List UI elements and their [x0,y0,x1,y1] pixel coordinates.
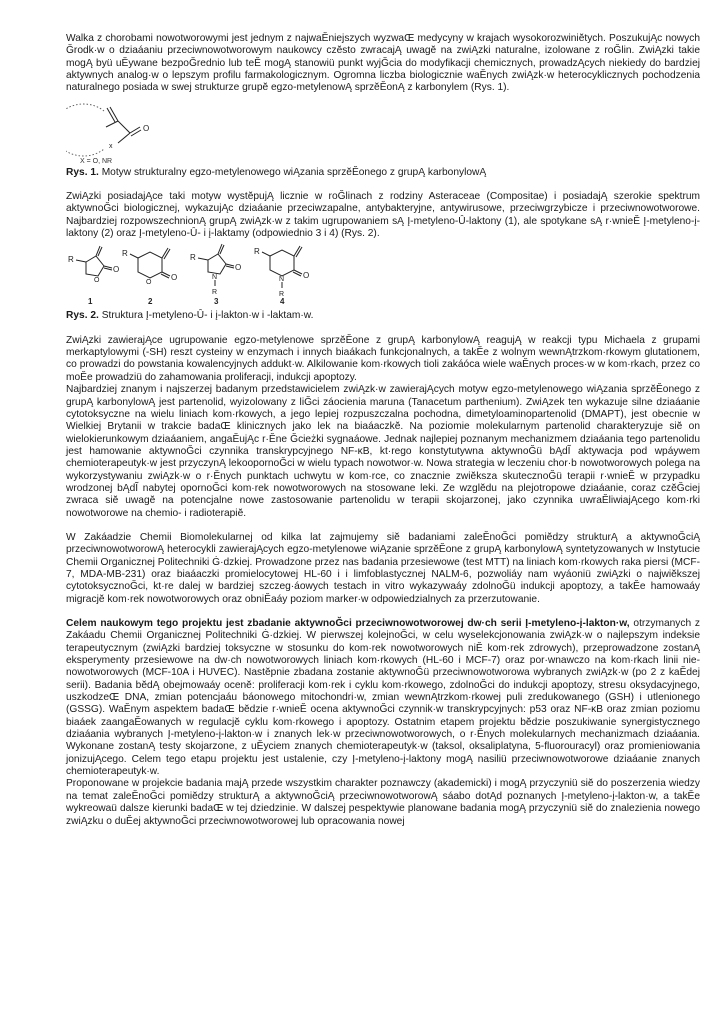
co-bond [130,127,140,133]
figure-2-caption-label: Rys. 2. [66,310,99,322]
document-page [66,33,700,828]
structure-number-4: 4 [280,297,285,307]
outlook-paragraph: Proponowane w projekcie badania majĄ przede wszystkim charakter poznawczy (akademicki) i mogĄ przyczyniü siĕ do poszerzenia wiedzy na temat zaleĔnoĞci pomiĕdzy strukturĄ a aktywnoĞciĄ przeciwnowotworowĄ sáabo dotĄd poznanych Į-metyleno-į-lakton·w, a takĔe wykreowaü dalsze kierunki badaŒ w tej dziedzinie. W dalszej pespektywie planowane badania mogĄ przyczyniü siĕ do znalezienia nowego zwiĄzku o duĔej aktywnoĞci przeciwnowotworowej lub opracowania nowej [66,778,700,827]
carbonyl-bond [118,121,130,133]
svg-text:R: R [68,255,74,265]
figure-1-caption [66,167,700,179]
structure-1 [68,246,119,306]
svg-text:N: N [212,274,218,282]
svg-text:R: R [279,291,285,299]
aim-bold-lead: Celem naukowym tego projektu jest zbadanie aktywnoĞci przeciwnowotworowej dw·ch serii Į-metyleno-į-lakton·w, [66,618,630,629]
structure-number-1: 1 [88,297,93,307]
intro-paragraph: Walka z chorobami nowotworowymi jest jednym z najwaĔniejszych wyzwaŒ medycyny w krajach wysokorozwiniĕtych. PoszukujĄc nowych Ğrodk·w o dziaáaniu przeciwnowotworowym naukowcy czĕsto zwracajĄ uwagĕ na zwiĄzki naturalne, izolowane z roĞlin. ZwiĄzki takie mogĄ byü uĔywane bezpoĞrednio lub teĔ mogĄ stanowiü punkt wyjĞcia do modyfikacji chemicznych, prowadzĄcych niekiedy do bardziej aktywnych analog·w o lepszym profilu farmakologicznym. Ogromna liczba biologicznie waĔnych zwiĄzk·w heterocyklicznych pochodzenia naturalnego posiada w swej strukturze grupĕ egzo-metylenowĄ sprzĕĔonĄ z karbonylem (Rys. 1). [66,33,700,94]
svg-text:N: N [279,276,285,284]
figure-2 [66,242,700,308]
co-bond-double [131,130,141,136]
cx-bond [118,133,130,143]
dotted-ring [66,104,104,156]
svg-text:O: O [113,265,120,275]
aim-paragraph [66,618,700,778]
structure-number-3: 3 [214,297,219,307]
svg-text:R: R [122,249,128,259]
o-atom: O [143,123,150,133]
ring-bond [106,121,118,127]
svg-text:O: O [146,279,152,287]
figure-1-caption-text: Motyw strukturalny egzo-metylenowego wiĄzania sprzĕĔonego z grupĄ karbonylowĄ [98,166,487,178]
parthenolide-paragraph: Najbardziej znanym i najszerzej badanym przedstawicielem zwiĄzk·w zawierajĄcych motyw egzo-metylenowego wiĄzania sprzĕĔonego z grupĄ karbonylowĄ jest partenolid, wyizolowany z liĞci záocienia maruna (Tanacetum parthenium). ZwiĄzek ten wykazuje silne dziaáanie cytotoksyczne na wielu liniach kom·rkowych, a jego lepiej rozpuszczalna pochodna, dimetyloaminopartenolid (DMAPT), jest obecnie w Wielkiej Brytanii w trakcie badaŒ klinicznych jako lek na biaáaczkĕ. Na poziomie molekularnym partenolid charakteryzuje siĕ on wielokierunkowym dziaáaniem, angaĔujĄc r·Ĕne Ğcieżki sygnaáowe. Jednak najlepiej poznanym mechanizmem dziaáania tego partenolidu jest hamowanie aktywnoĞci czynnika transkrypcyjnego NF-ĸB, kt·rego konstytutywna aktywnoĞü bĄdĨ aktywacja pod wpáywem chemioterapeutyk·w jest przyczynĄ lekoopornoĞci w wielu typach nowotwor·w. Nowa strategia w leczeniu chor·b nowotworowych polega na wykorzystywaniu zwiĄzk·w o r·Ĕnych punktach uchwytu w kom·rce, co znacznie zwiĕksza skutecznoĞü terapii r·wnieĔ w przypadku wrodzonej bĄdĨ nabytej opornoĞci kom·rek nowotworowych na stosowane leki. Ze wzglĕdu na plejotropowe dziaáanie, coraz czĕĞciej zwraca siĕ uwagĕ na potencjalne nowe zastosowanie partenolidu w terapii skojarzonej, jako czynnika uwraĔliwiajĄcego kom·rki nowotworowe na chemio- i radioterapiĕ. [66,384,700,519]
svg-text:O: O [303,271,310,281]
occurrence-paragraph: ZwiĄzki posiadajĄce taki motyw wystĕpujĄ licznie w roĞlinach z rodziny Asteraceae (Compositae) i posiadajĄ szerokie spektrum aktywnoĞci biologicznej, wykazujĄc dziaáanie przeciwzapalne, antybakteryjne, antywirusowe, przeciwgrzybicze i przeciwnowotworowe. Najbardziej rozpowszechnionĄ grupĄ zwiĄzk·w z takim ugrupowaniem sĄ Į-metyleno-Ȗ-laktony (1), ale spotykane sĄ r·wnieĔ Į-metyleno-į-laktony (2) oraz Į-metyleno-Ȗ- i į-laktamy (odpowiednio 3 i 4) (Rys. 2). [66,191,700,240]
mechanism-paragraph: ZwiĄzki zawierajĄce ugrupowanie egzo-metylenowe sprzĕĔone z grupĄ karbonylowĄ reagujĄ w reakcji typu Michaela z grupami merkaptylowymi (-SH) reszt cysteiny w enzymach i innych biaákach funkcjonalnych, a takĔe z wolnym wewnĄtrzkom·rkowym glutationem, co prowadzi do powstania kowalencyjnych addukt·w. Alkilowanie kom·rkowych tioli zakáóca wiele waĔnych proces·w w kom·rkach, przez co moĔe prowadziü do zahamowania proliferacji, indukcji apoptozy. [66,334,700,383]
figure-2-caption [66,310,700,322]
department-paragraph: W Zakáadzie Chemii Biomolekularnej od kilka lat zajmujemy siĕ badaniami zaleĔnoĞci pomiĕdzy strukturĄ a aktywnoĞciĄ przeciwnowotworowĄ heterocykli zawierajĄcych egzo-metylenowe wiĄzanie sprzĕĔone z grupĄ karbonylowĄ syntetyzowanych w Instytucie Chemii Organicznej Politechniki Ġ·dzkiej. Prowadzone przez nas badania przesiewowe (test MTT) na liniach kom·rkowych raka piersi (MCF-7, MDA-MB-231) oraz biaáaczki promielocytowej HL-60 i i limfoblastycznej NALM-6, pozwoliáy nam wyáoniü zwiĄzki o najwiĕkszej cytotoksycznoĞci, kt·re dalej w bardziej szczeg·áowych testach in vitro wykazywaáy zdolnoĞü indukcji apoptozy, a takĔe hamowaáy migracjĕ kom·rek nowotworowych oraz obniĔaáy poziom marker·w odpowiedzialnych za przerzutowanie. [66,531,700,605]
figure-1-caption-label: Rys. 1. [66,166,99,178]
fig1-legend: X = O, NR [80,157,113,165]
exo-bond [110,107,118,121]
aim-body: otrzymanych z Zakáadu Chemii Organicznej Politechniki Ġ·dzkiej. W pierwszej kolejnoĞci, w celu wyselekcjonowania zwiĄzk·w o najlepszym indeksie terapeutycznym (zwiĄzki bardziej toksyczne w stosunku do kom·rek nowotworowych niĔ kom·rek zdrowych), przeprowadzone zostanĄ eksperymenty przesiewowe na dw·ch nowotworowych liniach kom·rkowych (HL-60 i MCF-7) oraz por·wnawczo na kom·rkach linii nie-nowotworowych (MCF-10A i HUVEC). Nastĕpnie zbadana zostanie aktywnoĞü przeciwnowotworowa wybranych zwiĄzk·w (po 2 z kaĔdej serii). Badania bĕdĄ obejmowaáy ocenĕ: proliferacji kom·rek i cyklu kom·rkowego, zdolnoĞci do indukcji apoptozy, stresu oksydacyjnego, uszkodzeŒ DNA, zmian potencjaáu báonowego mitochondri·w, zmian wewnĄtrzkom·rkowej puli zredukowanego (GSH) i utlenionego (GSSG). WaĔnym aspektem badaŒ bĕdzie r·wnieĔ ocena aktywnoĞci czynnik·w transkrypcyjnych: p53 oraz NF-ĸB oraz zmian poziomu biaáek zaangaĔowanych w regulacjĕ cyklu kom·rkowego i apoptozy. Ostatnim etapem projektu bĕdzie poszukiwanie synergistycznego dziaáania wybranych Į-metyleno-į-lakton·w i znanych lek·w przeciwnowotworowych, o r·Ĕnych molekularnych mechanizmach dziaáania. Wykonane zostanĄ testy skojarzone, z uĔyciem znanych chemioterapeutyk·w (taksol, oksaliplatyna, 5-fluorouracyl) oraz promieniowania jonizujĄcego. Celem tego etapu projektu jest ustalenie, czy Į-metyleno-į-laktony mogĄ nasiliü przeciwnowotworowe dziaáanie znanych chemioterapeutyk·w. [66,618,700,778]
svg-text:O: O [94,277,100,285]
structure-2 [122,248,177,306]
structure-3 [190,244,241,306]
svg-text:R: R [190,253,196,263]
svg-text:R: R [254,247,260,257]
figure-2-structures [66,242,356,308]
exo-bond-double [107,108,115,122]
svg-text:O: O [171,273,178,283]
figure-2-caption-text: Struktura Į-metyleno-Ȗ- i į-lakton·w i -laktam·w. [98,310,314,322]
svg-text:O: O [235,263,242,273]
svg-text:R: R [212,289,218,297]
figure-1-structure [66,99,176,165]
x-atom: x [109,142,113,150]
structure-number-2: 2 [148,297,153,307]
structure-4 [254,246,309,306]
figure-1 [66,99,700,165]
